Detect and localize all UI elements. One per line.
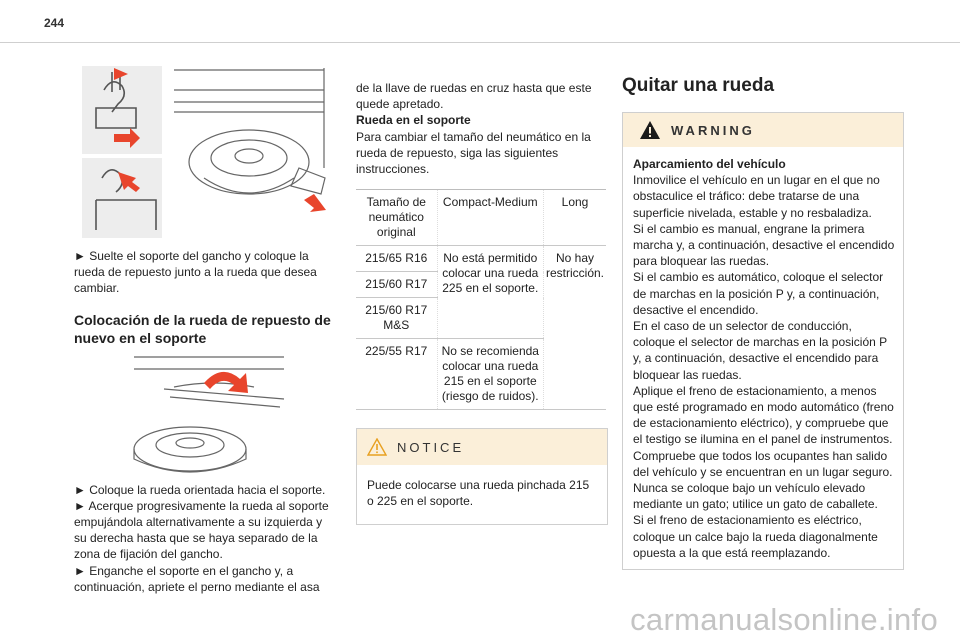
compact-restriction-225: No está permitido colocar una rueda 225 en el soporte.: [437, 246, 543, 339]
instruction-hook-support: ► Enganche el soporte en el gancho y, a continuación, apriete el perno mediante el asa: [74, 563, 320, 594]
top-rule: [0, 42, 960, 43]
column-left: [74, 60, 336, 595]
table-header-row: [356, 190, 606, 246]
section-title: Quitar una rueda: [622, 75, 775, 96]
column-middle: [356, 80, 606, 525]
continuation-text: de la llave de ruedas en cruz hasta que este quede apretado.: [356, 81, 592, 112]
size-215-65-r16: 215/65 R16: [356, 246, 437, 272]
hook-release-illustration: [74, 60, 336, 238]
heading-reinstall-spare: Colocación de la rueda de repuesto de nuevo en el soporte: [74, 311, 331, 346]
notice-box: [356, 428, 608, 524]
header-long: Long: [543, 190, 606, 246]
size-215-60-r17-ms: 215/60 R17 M&S: [356, 298, 437, 339]
warning-body: [623, 147, 903, 569]
instruction-release-hook: ► Suelte el soporte del gancho y coloque la rueda de repuesto junto a la rueda que desea cambiar.: [74, 249, 317, 296]
notice-title: NOTICE: [397, 439, 465, 455]
watermark: carmanualsonline.info: [630, 602, 938, 637]
warning-line-parking-brake: Aplique el freno de estacionamiento, a menos que esté programado en modo automático (freno de estacionamiento eléctrico), y compruebe que el testigo se ilumina en el panel de instrumentos.: [633, 383, 894, 447]
instruction-approach-wheel: ► Acerque progresivamente la rueda al soporte empujándola alternativamente a su izquierda y su derecha hasta que se haya separado de la zona de fijación del gancho.: [74, 498, 329, 562]
warning-header: [623, 113, 903, 147]
warning-line-immobilise: Inmovilice el vehículo en un lugar en el que no obstaculice el tráfico: debe tratarse de una superficie nivelada, estable y no resbaladiza.: [633, 173, 880, 220]
wheel-reinstall-illustration: [74, 349, 336, 474]
tyre-size-table: [356, 189, 606, 410]
warning-title: WARNING: [671, 122, 755, 138]
notice-triangle-icon: [367, 438, 387, 456]
warning-box: [622, 112, 904, 570]
spare-wheel-reinstall-figure: [74, 349, 336, 474]
warning-line-chock: Si el freno de estacionamiento es eléctrico, coloque un calce bajo la rueda diagonalmente opuesta a la que está reemplazando.: [633, 513, 878, 560]
notice-body: [357, 465, 607, 523]
notice-header: [357, 429, 607, 465]
page-number: 244: [44, 16, 65, 30]
spare-wheel-hook-figure: [74, 60, 336, 238]
instruction-orient-wheel: ► Coloque la rueda orientada hacia el soporte.: [74, 482, 326, 497]
tyre-size-instructions: Para cambiar el tamaño del neumático en la rueda de repuesto, siga las siguientes instrucciones.: [356, 129, 591, 177]
header-original-size: Tamaño de neumático original: [356, 190, 437, 246]
warning-triangle-icon: [639, 120, 661, 140]
warning-line-manual: Si el cambio es manual, engrane la primera marcha y, a continuación, desactive el encendido para bloquear las ruedas.: [633, 221, 895, 269]
compact-restriction-215: No se recomienda colocar una rueda 215 en el soporte (riesgo de ruidos).: [437, 339, 543, 410]
warning-line-drive-selector: En el caso de un selector de conducción, coloque el selector de marchas en la posición P y, a continuación, desactive el encendido para bloquear las ruedas.: [633, 319, 887, 382]
header-compact-medium: Compact-Medium: [437, 190, 543, 246]
column-right: [622, 60, 904, 570]
size-225-55-r17: 225/55 R17: [356, 339, 437, 410]
warning-subtitle: Aparcamiento del vehículo: [633, 157, 786, 171]
warning-line-jack: Nunca se coloque bajo un vehículo elevado mediante un gato; utilice un gato de caballete.: [633, 481, 878, 512]
size-215-60-r17: 215/60 R17: [356, 272, 437, 298]
warning-line-occupants: Compruebe que todos los ocupantes han salido del vehículo y se encuentran en un lugar seguro.: [633, 448, 893, 479]
notice-text: Puede colocarse una rueda pinchada 215 o 225 en el soporte.: [367, 478, 590, 509]
warning-line-automatic: Si el cambio es automático, coloque el selector de marchas en la posición P y, a continuación, desactive el encendido.: [633, 270, 884, 317]
long-no-restriction: No hay restricción.: [543, 246, 606, 410]
table-row: [356, 246, 606, 272]
subheading-wheel-on-support: Rueda en el soporte: [356, 113, 471, 128]
